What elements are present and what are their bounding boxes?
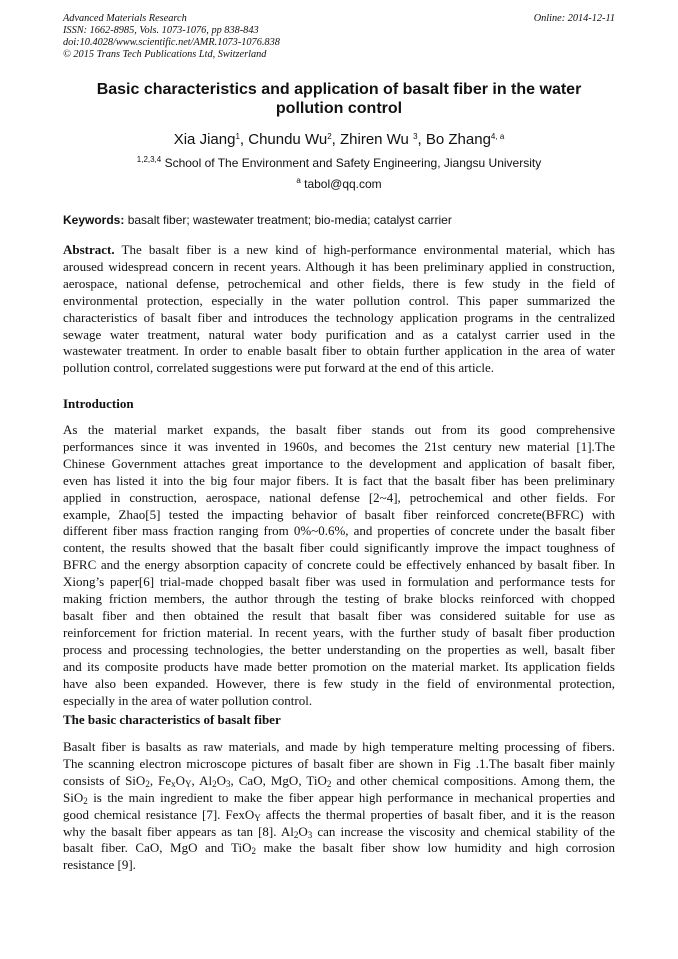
- text-segment: and other chemical compositions. Among them, the: [331, 772, 616, 788]
- title-line-1: Basic characteristics and application of basalt fiber in the water: [96, 81, 582, 98]
- line-text: wastewater treatment. In order to enable basalt fiber to obtain further application in the area of water: [63, 343, 615, 359]
- text-line: [63, 473, 615, 490]
- copyright: © 2015 Trans Tech Publications Ltd, Switzerland: [63, 49, 267, 60]
- text-line: [63, 327, 615, 344]
- text-line: [63, 343, 615, 360]
- line-text: aerospace, national defense, petrochemical and other fields, there is few study in the field of: [63, 275, 615, 291]
- text-segment: consists of SiO: [63, 772, 146, 788]
- text-line: [63, 242, 615, 259]
- line-text: performances since it was invented in 1960s, and becomes the 21st century new material [1].The: [63, 438, 615, 454]
- line-text: different fiber mass fraction ranging from 0%~0.6%, and properties of concrete under the basalt fiber: [63, 523, 615, 539]
- text-line: [63, 857, 615, 874]
- line-text: Chinese Government attaches great importance to the development and application of basalt fiber,: [63, 455, 615, 471]
- affiliation: [63, 156, 615, 171]
- author: [174, 131, 249, 148]
- affiliation-text: School of The Environment and Safety Engineering, Jiangsu University: [161, 156, 542, 170]
- line-text: [63, 807, 615, 822]
- subscript: 2: [251, 846, 257, 857]
- line-text: environmental protection, especially in the water pollution control. This paper summarized the: [63, 292, 615, 308]
- text-line: [63, 422, 615, 439]
- text-line: [63, 642, 615, 659]
- text-segment: O: [216, 772, 226, 788]
- text-segment: make the basalt fiber show low humidity and high corrosion: [256, 840, 615, 856]
- text-line: [63, 456, 615, 473]
- text-segment: can increase the viscosity and chemical stability of the: [312, 823, 615, 839]
- line-text: applied in construction, aerospace, national defense [2~4], petrochemical and other fields. For: [63, 489, 615, 505]
- subscript: 3: [225, 778, 231, 789]
- journal-header: [63, 13, 615, 61]
- subscript: 3: [307, 829, 313, 840]
- text-segment: basalt fiber. CaO, MgO and TiO: [63, 840, 252, 856]
- separator: ,: [417, 131, 426, 148]
- text-line: [63, 693, 615, 710]
- text-segment: good chemical resistance [7]. FexO: [63, 806, 255, 822]
- text-segment: SiO: [63, 789, 84, 805]
- separator: ,: [331, 131, 340, 148]
- introduction-paragraph: [63, 422, 615, 709]
- text-line: [63, 807, 615, 824]
- line-text: characteristics of basalt fiber and introduces the technology application programs in the centralized: [63, 309, 615, 325]
- line-text: Xiong’s paper[6] trial-made chopped basalt fiber was used in formulation and performance tests for: [63, 574, 615, 590]
- paper-title: [63, 80, 615, 118]
- text-line: [63, 676, 615, 693]
- abstract-label: Abstract.: [63, 242, 115, 257]
- email-address: tabol@qq.com: [300, 177, 382, 191]
- text-line: [63, 310, 615, 327]
- line-text: BFRC and the energy absorption capacity of concrete could be effectively enhanced by basalt fiber. In: [63, 557, 615, 573]
- subscript: x: [171, 778, 176, 789]
- line-text: and its composite products have made better promotion on the material market. Its application fields: [63, 658, 615, 674]
- text-line: [63, 557, 615, 574]
- subscript: 2: [326, 778, 332, 789]
- text-line: [63, 574, 615, 591]
- text-line: [63, 439, 615, 456]
- line-text: [63, 840, 615, 855]
- text-line: [63, 293, 615, 310]
- author-name: Xia Jiang: [173, 131, 236, 148]
- journal-name: Advanced Materials Research: [63, 13, 187, 24]
- author-sup: 4, a: [490, 132, 505, 141]
- text-line: [63, 540, 615, 557]
- subscript: 2: [83, 795, 88, 806]
- author-sup: 1: [235, 132, 240, 141]
- text-segment: is the main ingredient to make the fiber appear high performance in mechanical properties and: [87, 789, 615, 805]
- separator: ,: [239, 131, 249, 148]
- line-text: The basalt fiber is a new kind of high-performance environmental material, which has: [114, 242, 615, 257]
- keywords: [63, 213, 615, 228]
- line-text: content, the results showed that the basalt fiber could significantly improve the impact toughness of: [63, 540, 615, 556]
- text-line: [63, 591, 615, 608]
- subscript: 2: [293, 829, 299, 840]
- line-text: [63, 857, 136, 872]
- affiliation-sup: 1,2,3,4: [136, 155, 162, 164]
- line-text: [63, 773, 615, 788]
- text-line: [63, 840, 615, 857]
- text-segment: why the basalt fiber appears as tan [8]. Al: [63, 823, 294, 839]
- subscript: Y: [185, 778, 192, 789]
- text-segment: , CaO, MgO, TiO: [230, 772, 327, 788]
- author-name: Zhiren Wu: [339, 131, 414, 148]
- keywords-label: Keywords:: [63, 213, 125, 227]
- line-text: sewage water treatment, natural water body purification and as a catalyst carrier used in the: [63, 326, 615, 342]
- text-line: [63, 773, 615, 790]
- email: [63, 177, 615, 192]
- characteristics-paragraph: [63, 739, 615, 874]
- email-sup: a: [296, 176, 301, 185]
- keywords-text: basalt fiber; wastewater treatment; bio-media; catalyst carrier: [124, 213, 452, 227]
- text-line: [63, 756, 615, 773]
- author: [340, 131, 426, 148]
- author-sup: 3: [413, 132, 418, 141]
- text-line: [63, 523, 615, 540]
- line-text: [63, 790, 615, 805]
- title-line-2: pollution control: [275, 100, 403, 117]
- text-line: [63, 276, 615, 293]
- text-line: [63, 824, 615, 841]
- text-segment: Basalt fiber is basalts as raw materials, and made by high temperature melting processing of fibers.: [63, 739, 615, 754]
- line-text: [63, 739, 615, 754]
- author-name: Bo Zhang: [425, 131, 491, 148]
- author-sup: 2: [327, 132, 332, 141]
- line-text: even has listed it into the big four major fibers. It is fact that the basalt fiber has been preliminary: [63, 472, 615, 488]
- text-line: [63, 659, 615, 676]
- text-segment: O: [298, 823, 308, 839]
- doi: doi:10.4028/www.scientific.net/AMR.1073-1076.838: [63, 37, 280, 48]
- line-text: aroused widespread concern in recent years. Although it has been preliminary applied in construction,: [63, 258, 615, 274]
- line-text: basalt fiber and then obtained the result that basalt fiber was considered suitable for use as: [63, 607, 615, 623]
- line-text: reinforcement for friction material. In recent years, with the further study of basalt fiber production: [63, 624, 615, 640]
- text-line: [63, 625, 615, 642]
- text-segment: , Al: [191, 772, 213, 788]
- section-heading-characteristics: The basic characteristics of basalt fiber: [63, 712, 281, 727]
- line-text: process and processing technologies, the better understanding on the properties as well, basalt fiber: [63, 641, 615, 657]
- text-line: [63, 790, 615, 807]
- issn: ISSN: 1662-8985, Vols. 1073-1076, pp 838-843: [63, 25, 259, 36]
- line-text: have also been expanded. However, there is few study in the field of environmental protection,: [63, 675, 615, 691]
- text-segment: resistance [9].: [63, 857, 136, 873]
- text-segment: O: [175, 772, 185, 788]
- text-segment: The scanning electron microscope pictures of basalt fiber are shown in Fig .1.The basalt fiber mainly: [63, 755, 615, 771]
- line-text: example, Zhao[5] tested the impacting behavior of basalt fiber reinforced concrete(BFRC) with: [63, 506, 615, 522]
- line-text: especially in the area of water pollution control.: [63, 692, 313, 708]
- subscript: 2: [212, 778, 217, 789]
- text-line: [63, 259, 615, 276]
- line-text: As the material market expands, the basalt fiber stands out from its good comprehensive: [63, 422, 615, 437]
- author-name: Chundu Wu: [248, 131, 328, 148]
- line-text: making friction members, the author through the testing of brake blocks reinforced with chopped: [63, 591, 615, 607]
- line-text: [63, 824, 615, 839]
- text-segment: affects the thermal properties of basalt fiber, and it is the reason: [260, 806, 616, 822]
- text-line: [63, 739, 615, 756]
- author: [426, 131, 504, 148]
- text-line: [63, 360, 615, 377]
- section-heading-introduction: Introduction: [63, 396, 134, 411]
- line-text: [63, 756, 615, 771]
- author-list: [63, 130, 615, 149]
- text-line: [63, 507, 615, 524]
- subscript: 2: [145, 778, 150, 789]
- subscript: Y: [254, 812, 261, 823]
- text-line: [63, 608, 615, 625]
- text-line: [63, 490, 615, 507]
- line-text: pollution control, correlated suggestions were put forward at the end of this article.: [63, 360, 495, 376]
- author: [248, 131, 340, 148]
- text-segment: , Fe: [149, 772, 172, 788]
- online-date: Online: 2014-12-11: [533, 13, 615, 24]
- abstract: [63, 242, 615, 377]
